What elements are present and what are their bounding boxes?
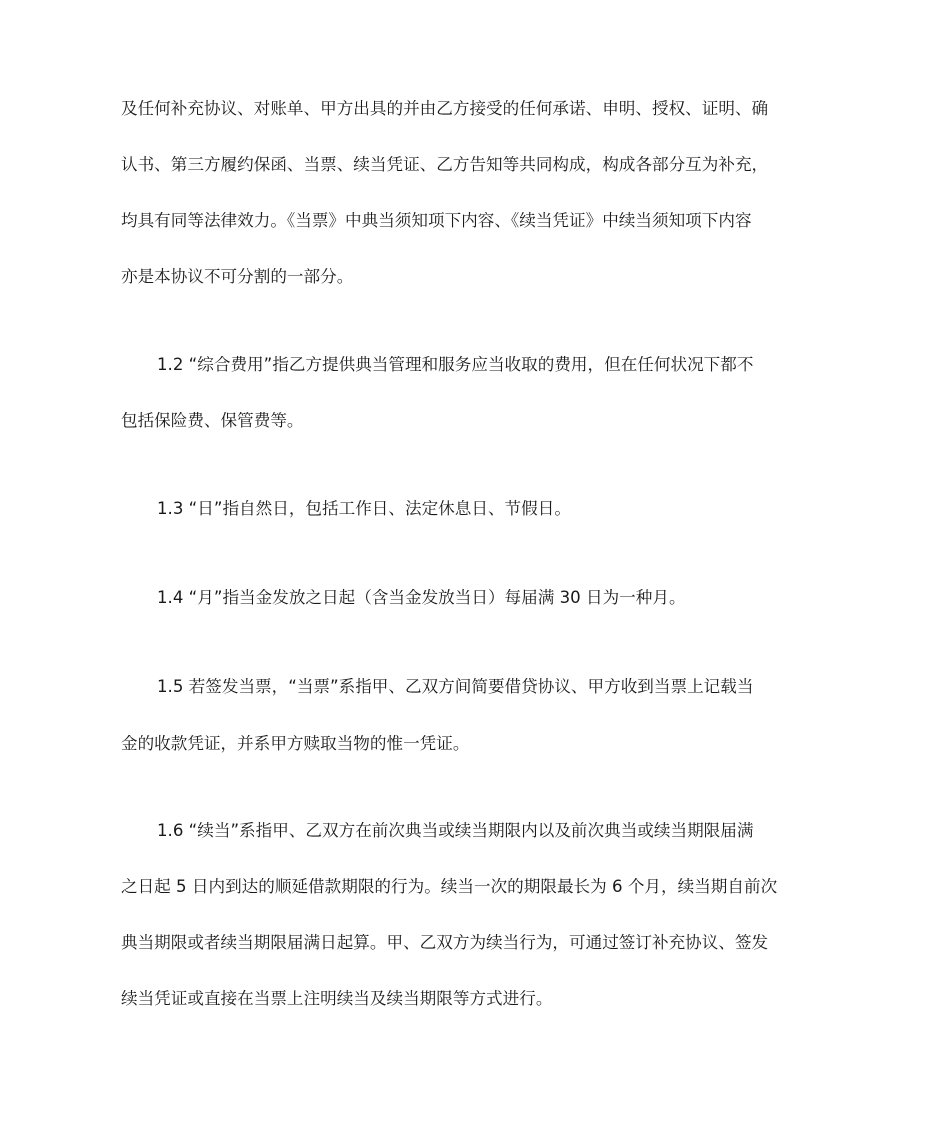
text-line: 认书、第三方履约保函、当票、续当凭证、乙方告知等共同构成，构成各部分互为补充， (121, 155, 769, 174)
clause-1-4-line: 1.4 “月”指当金发放之日起（含当金发放当日）每届满 30 日为一种月。 (157, 588, 686, 607)
text-line: 之日起 5 日内到达的顺延借款期限的行为。续当一次的期限最长为 6 个月，续当期自前次 (121, 877, 778, 896)
clause-1-5-line: 1.5 若签发当票，“当票”系指甲、乙双方间简要借贷协议、甲方收到当票上记载当 (157, 677, 754, 696)
clause-1-2-line: 1.2 “综合费用”指乙方提供典当管理和服务应当收取的费用，但在任何状况下都不 (157, 355, 754, 374)
text-line: 包括保险费、保管费等。 (121, 411, 304, 430)
text-line: 均具有同等法律效力。《当票》中典当须知项下内容、《续当凭证》中续当须知项下内容 (121, 211, 752, 230)
clause-1-6-line: 1.6 “续当”系指甲、乙双方在前次典当或续当期限内以及前次典当或续当期限届满 (157, 821, 754, 840)
text-line: 及任何补充协议、对账单、甲方出具的并由乙方接受的任何承诺、申明、授权、证明、确 (121, 99, 769, 118)
text-line: 典当期限或者续当期限届满日起算。甲、乙双方为续当行为，可通过签订补充协议、签发 (121, 933, 769, 952)
text-line: 金的收款凭证，并系甲方赎取当物的惟一凭证。 (121, 734, 470, 753)
text-line: 亦是本协议不可分割的一部分。 (121, 267, 354, 286)
clause-1-3-line: 1.3 “日”指自然日，包括工作日、法定休息日、节假日。 (157, 499, 571, 518)
text-line: 续当凭证或直接在当票上注明续当及续当期限等方式进行。 (121, 989, 553, 1008)
